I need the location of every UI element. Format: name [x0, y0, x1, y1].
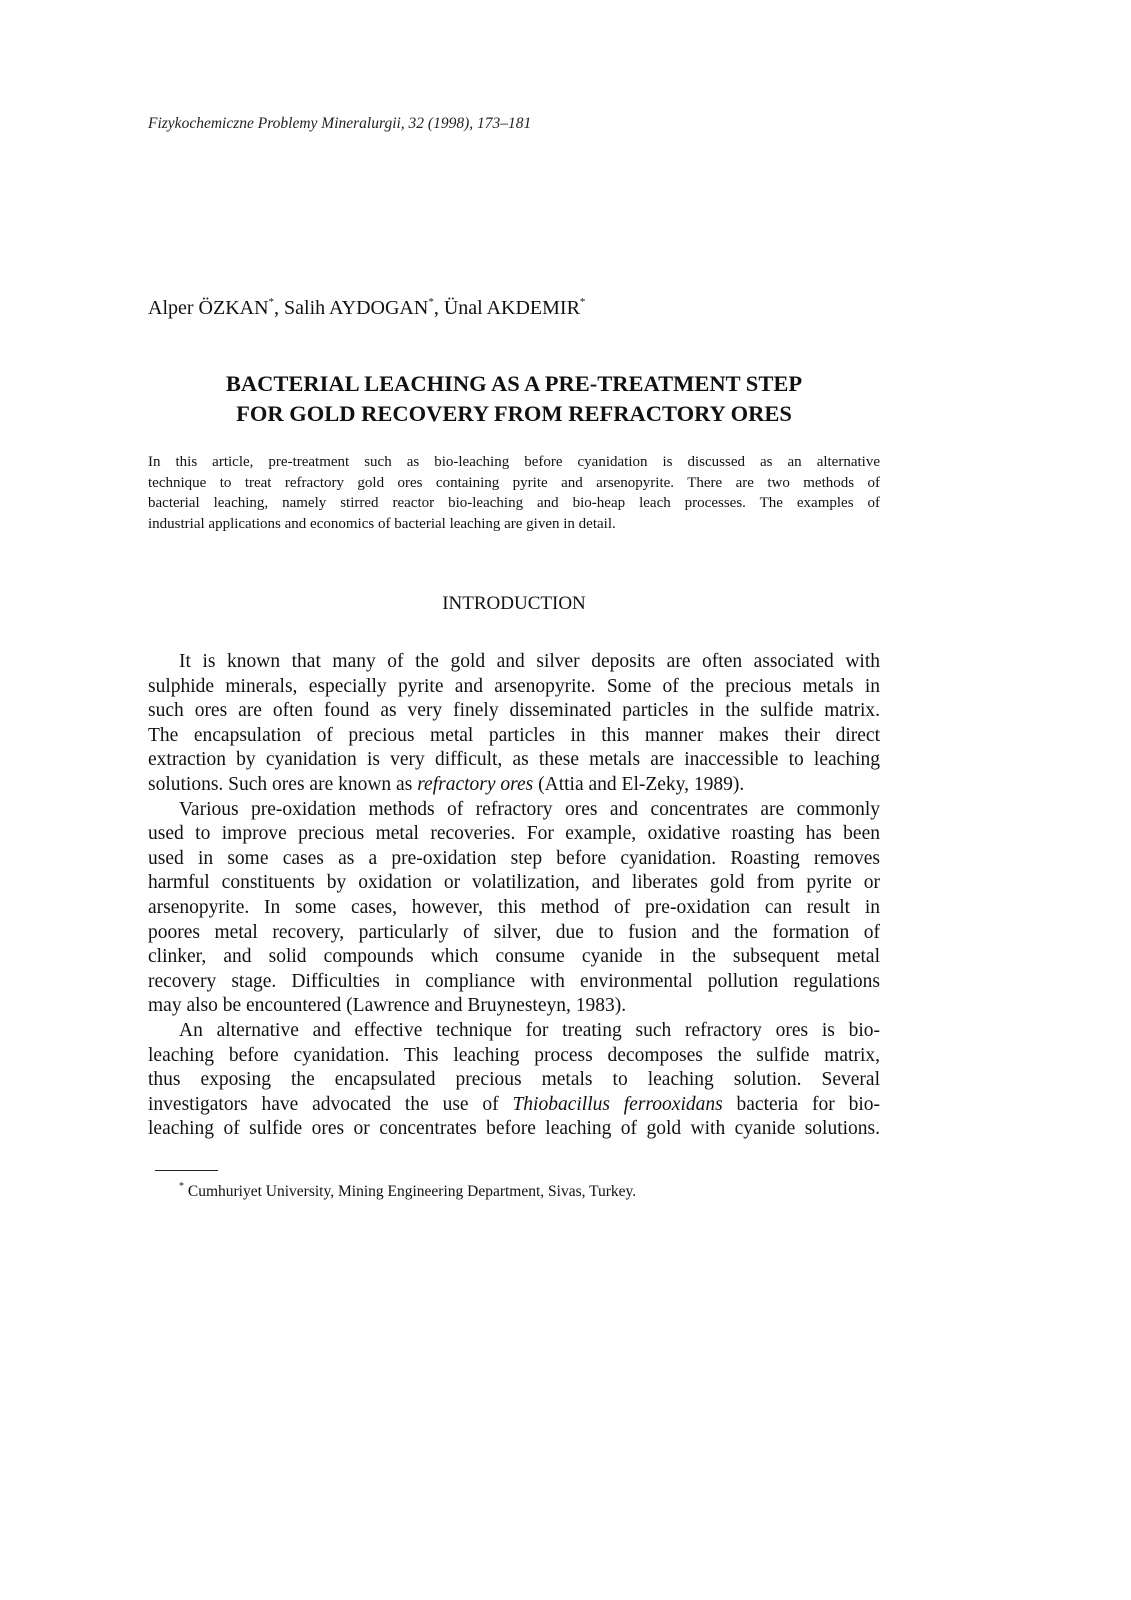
paper-title [148, 369, 880, 429]
footnote [179, 1183, 636, 1201]
affiliation-mark: * [579, 296, 586, 308]
body-text [148, 650, 880, 1142]
body-line: such ores are often found as very finely disseminated particles in the sulfide matrix. [148, 700, 880, 722]
body-line [148, 773, 880, 798]
affiliation-mark: * [268, 296, 275, 308]
body-text-run: (Attia and El-Zeky, 1989). [533, 773, 745, 795]
body-line: Various pre-oxidation methods of refractory ores and concentrates are commonly [179, 798, 880, 820]
author-separator: , [274, 297, 285, 319]
body-line: leaching of sulfide ores or concentrates before leaching of gold with cyanide solutions. [148, 1118, 880, 1140]
author-name: Alper ÖZKAN [148, 297, 269, 319]
title-line: BACTERIAL LEACHING AS A PRE-TREATMENT STEP [225, 371, 803, 396]
body-line: poores metal recovery, particularly of silver, due to fusion and the formation of [148, 921, 880, 943]
running-head: Fizykochemiczne Problemy Mineralurgii, 32 (1998), 173–181 [148, 115, 532, 132]
body-line: clinker, and solid compounds which consume cyanide in the subsequent metal [148, 946, 880, 968]
body-line: An alternative and effective technique for treating such refractory ores is bio- [179, 1019, 880, 1041]
section-heading: INTRODUCTION [442, 593, 586, 614]
affiliation-mark: * [428, 296, 434, 308]
author-separator: , [433, 297, 444, 319]
title-line: FOR GOLD RECOVERY FROM REFRACTORY ORES [236, 401, 792, 426]
body-line: extraction by cyanidation is very difficult, as these metals are inaccessible to leaching [148, 749, 880, 771]
author-list [148, 297, 585, 320]
footnote-divider [155, 1170, 218, 1171]
body-line: thus exposing the encapsulated precious metals to leaching solution. Several [148, 1069, 880, 1091]
abstract [148, 452, 880, 534]
body-line: The encapsulation of precious metal particles in this manner makes their direct [148, 724, 880, 746]
abstract-line: In this article, pre-treatment such as bio-leaching before cyanidation is discussed as an alternative [148, 454, 880, 470]
emphasis-text: refractory ores [417, 773, 534, 795]
body-line: harmful constituents by oxidation or volatilization, and liberates gold from pyrite or [148, 872, 880, 894]
body-line: arsenopyrite. In some cases, however, this method of pre-oxidation can result in [148, 896, 880, 918]
author-name: Ünal AKDEMIR [443, 297, 580, 319]
body-line: It is known that many of the gold and silver deposits are often associated with [179, 651, 880, 672]
abstract-line: industrial applications and economics of bacterial leaching are given in detail. [148, 515, 616, 532]
abstract-line: technique to treat refractory gold ores containing pyrite and arsenopyrite. There are two methods of [148, 474, 880, 491]
emphasis-text: Thiobacillus ferrooxidans [512, 1093, 723, 1115]
body-text-run: investigators have advocated the use of [148, 1093, 513, 1115]
body-line: sulphide minerals, especially pyrite and arsenopyrite. Some of the precious metals in [148, 675, 880, 697]
footnote-mark: * [179, 1181, 184, 1192]
body-line: used to improve precious metal recoveries. For example, oxidative roasting has been [148, 823, 880, 845]
body-line [148, 1093, 880, 1118]
body-line: recovery stage. Difficulties in compliance with environmental pollution regulations [148, 970, 880, 992]
body-line: used in some cases as a pre-oxidation step before cyanidation. Roasting removes [148, 847, 880, 869]
footnote-text: Cumhuriyet University, Mining Engineering Department, Sivas, Turkey. [184, 1183, 637, 1200]
author-name: Salih AYDOGAN [284, 297, 429, 319]
abstract-line: bacterial leaching, namely stirred reactor bio-leaching and bio-heap leach processes. The examples of [148, 495, 880, 511]
body-line: may also be encountered (Lawrence and Bruynesteyn, 1983). [148, 995, 627, 1017]
body-text-run: solutions. Such ores are known as [148, 773, 418, 795]
body-text-run: bacteria for bio- [722, 1093, 880, 1115]
body-line: leaching before cyanidation. This leaching process decomposes the sulfide matrix, [148, 1044, 880, 1066]
